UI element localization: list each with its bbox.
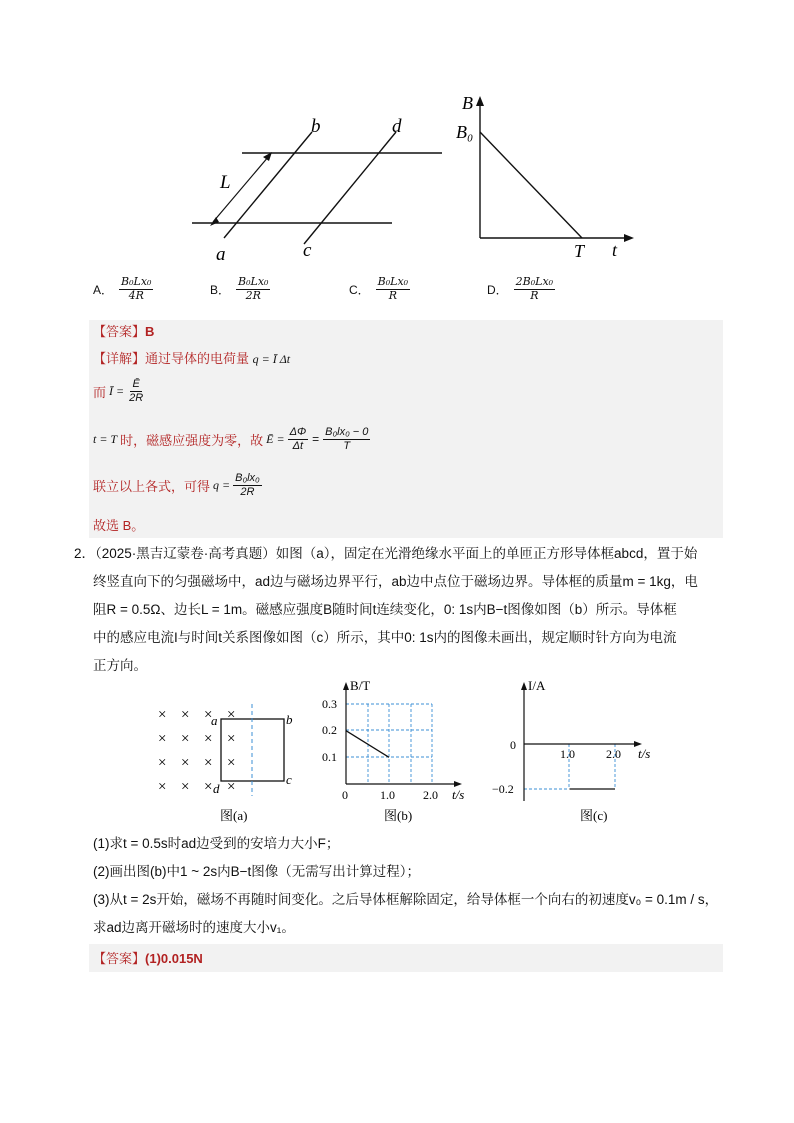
frame-label-c: c: [286, 772, 292, 787]
b-t-graph: [452, 92, 642, 264]
option-b-letter: B．: [210, 282, 231, 297]
answer1-value: B: [145, 324, 155, 339]
detail-formula: q = Ī Δt: [252, 352, 291, 366]
t-axis-arrow: [624, 234, 634, 242]
field-cross-3-0: ×: [158, 779, 167, 795]
option-d-frac: $\frac{\text{2B₀Lx₀}}{R}$: [515, 275, 554, 302]
option-a-frac: $\frac{\text{B₀Lx₀}}{4R}$: [121, 275, 152, 302]
figure-c: [488, 676, 658, 826]
line3-cond: t = T: [93, 431, 118, 446]
q2-number: 2．: [74, 546, 96, 561]
label-L: L: [220, 172, 231, 193]
answer1-line: [93, 321, 154, 340]
field-cross-2-3: ×: [227, 755, 236, 771]
line4-lhs: q =: [213, 477, 231, 492]
line4-frac: $\frac{\text{B₀lx₀}}{2R}$: [235, 472, 260, 498]
q2-source: （2025·黑吉辽蒙卷·高考真题）: [95, 546, 276, 561]
answer2-label: 【答案】: [93, 951, 146, 966]
c-xtick-1: 2.0: [606, 747, 621, 761]
caption-b: 图(b): [384, 808, 413, 823]
option-d-letter: D．: [487, 282, 508, 297]
option-c[interactable]: [349, 276, 410, 302]
option-d[interactable]: [487, 276, 555, 302]
frame-label-d: d: [213, 781, 220, 796]
line3-text: 时，磁感应强度为零，故: [120, 432, 264, 448]
option-c-frac: $\frac{\text{B₀Lx₀}}{R}$: [377, 275, 409, 302]
line3-frac2: $\frac{\text{B₀lx₀ − 0}}{T}$: [325, 426, 369, 452]
b-xtick-1: 1.0: [380, 788, 395, 802]
label-B: B: [462, 93, 473, 113]
detail-label: 【详解】: [93, 351, 146, 366]
field-cross-3-3: ×: [227, 779, 236, 795]
c-ytick-1: −0.2: [492, 782, 514, 796]
q2-text3: 阻R = 0.5Ω、边长L = 1m。磁感应强度B随时间t连续变化，0: 1s内B−t图像如图（b）所示。导体框: [93, 602, 677, 617]
caption-c: 图(c): [580, 808, 608, 823]
field-cross-2-0: ×: [158, 755, 167, 771]
line3-lhs: Ē =: [266, 431, 285, 446]
field-cross-0-2: ×: [204, 707, 213, 723]
detail-line-4: [93, 472, 262, 498]
b-xtick-0: 0: [342, 788, 348, 802]
rod-ab: [224, 132, 312, 238]
option-b-frac: $\frac{\text{B₀Lx₀}}{2R}$: [238, 275, 269, 302]
field-cross-1-2: ×: [204, 731, 213, 747]
b-xlabel: t/s: [452, 787, 465, 802]
answer2-value: (1)0.015N: [145, 951, 203, 966]
detail-line-5: 故选 B。: [93, 518, 145, 533]
q2-text1: 如图（a），固定在光滑绝缘水平面上的单匝正方形导体框abcd，置于始: [275, 546, 698, 561]
option-a-letter: A．: [93, 282, 114, 297]
b-ytick-1: 0.2: [322, 723, 337, 737]
label-T: T: [574, 241, 585, 261]
line2-frac: $\frac{Ē}{2R}$: [129, 378, 144, 404]
line4-text: 联立以上各式，可得: [93, 478, 211, 494]
line3-frac1: $\frac{\Delta\Phi}{\Delta t}$: [289, 426, 307, 452]
magnetic-field-crosses: [158, 707, 235, 795]
q2-text2: 终竖直向下的匀强磁场中，ad边与磁场边界平行，ab边中点位于磁场边界。导体框的质量m = 1kg，电: [93, 574, 698, 589]
line2-prefix: 而: [93, 384, 107, 400]
label-c: c: [303, 240, 312, 261]
rod-cd: [304, 132, 396, 244]
label-d: d: [392, 116, 402, 137]
b-ytick-0: 0.3: [322, 697, 337, 711]
line2-lhs: Ī =: [109, 383, 125, 398]
q2-line-1: [74, 540, 734, 568]
b-ylabel: B/T: [350, 678, 371, 693]
detail-line-1: [93, 348, 290, 367]
c-xtick-0: 1.0: [560, 747, 575, 761]
detail-text: 通过导体的电荷量: [145, 351, 250, 366]
b-ytick-2: 0.1: [322, 750, 337, 764]
option-a[interactable]: [93, 276, 153, 302]
frame-label-b: b: [286, 712, 293, 727]
frame-label-a: a: [211, 713, 218, 728]
caption-a: 图(a): [220, 808, 248, 823]
answer1-label: 【答案】: [93, 324, 146, 339]
b-t-line: [480, 132, 582, 238]
label-a: a: [216, 244, 226, 265]
rails-figure: [180, 110, 450, 265]
field-cross-0-1: ×: [181, 707, 190, 723]
figure-b: [318, 676, 478, 826]
q2-part1: (1)求t = 0.5s时ad边受到的安培力大小F；: [93, 836, 340, 851]
figure-a: [150, 696, 300, 826]
field-cross-3-1: ×: [181, 779, 190, 795]
L-arrow-head-bottom: [210, 217, 219, 226]
b-axis-arrow: [476, 96, 484, 106]
c-ytick-0: 0: [510, 738, 516, 752]
b-y-axis-arrow: [343, 682, 349, 690]
answer2-line: [93, 948, 203, 967]
detail-line-2: [93, 378, 145, 404]
label-B0: B₀: [456, 122, 474, 142]
q2-text4: 中的感应电流I与时间t关系图像如图（c）所示，其中0: 1s内的图像未画出，规定顺时针方向为电流: [93, 630, 677, 645]
q2-parts: [93, 830, 733, 942]
field-cross-3-2: ×: [204, 779, 213, 795]
q2-part3b: 求ad边离开磁场时的速度大小v₁。: [93, 920, 295, 935]
c-y-axis-arrow: [521, 682, 527, 690]
q2-part3a: (3)从t = 2s开始，磁场不再随时间变化。之后导体框解除固定，给导体框一个向右的初速度v₀ = 0.1m / s，: [93, 892, 719, 907]
c-ylabel: I/A: [528, 678, 546, 693]
option-b[interactable]: [210, 276, 270, 302]
b-grid: [346, 704, 432, 784]
label-t: t: [612, 240, 618, 260]
b-data-line: [346, 731, 389, 758]
label-b: b: [311, 116, 321, 137]
c-xlabel: t/s: [638, 746, 651, 761]
field-cross-1-1: ×: [181, 731, 190, 747]
field-cross-0-3: ×: [227, 707, 236, 723]
field-cross-2-1: ×: [181, 755, 190, 771]
detail-line-3: [93, 426, 370, 452]
line3-eq: =: [312, 432, 320, 447]
q2-part2: (2)画出图(b)中1 ~ 2s内B−t图像（无需写出计算过程）；: [93, 864, 421, 879]
question2-block: [74, 540, 734, 680]
field-cross-2-2: ×: [204, 755, 213, 771]
b-xtick-2: 2.0: [423, 788, 438, 802]
field-cross-1-3: ×: [227, 731, 236, 747]
q2-text5: 正方向。: [93, 658, 147, 673]
field-cross-0-0: ×: [158, 707, 167, 723]
option-c-letter: C．: [349, 282, 370, 297]
field-cross-1-0: ×: [158, 731, 167, 747]
